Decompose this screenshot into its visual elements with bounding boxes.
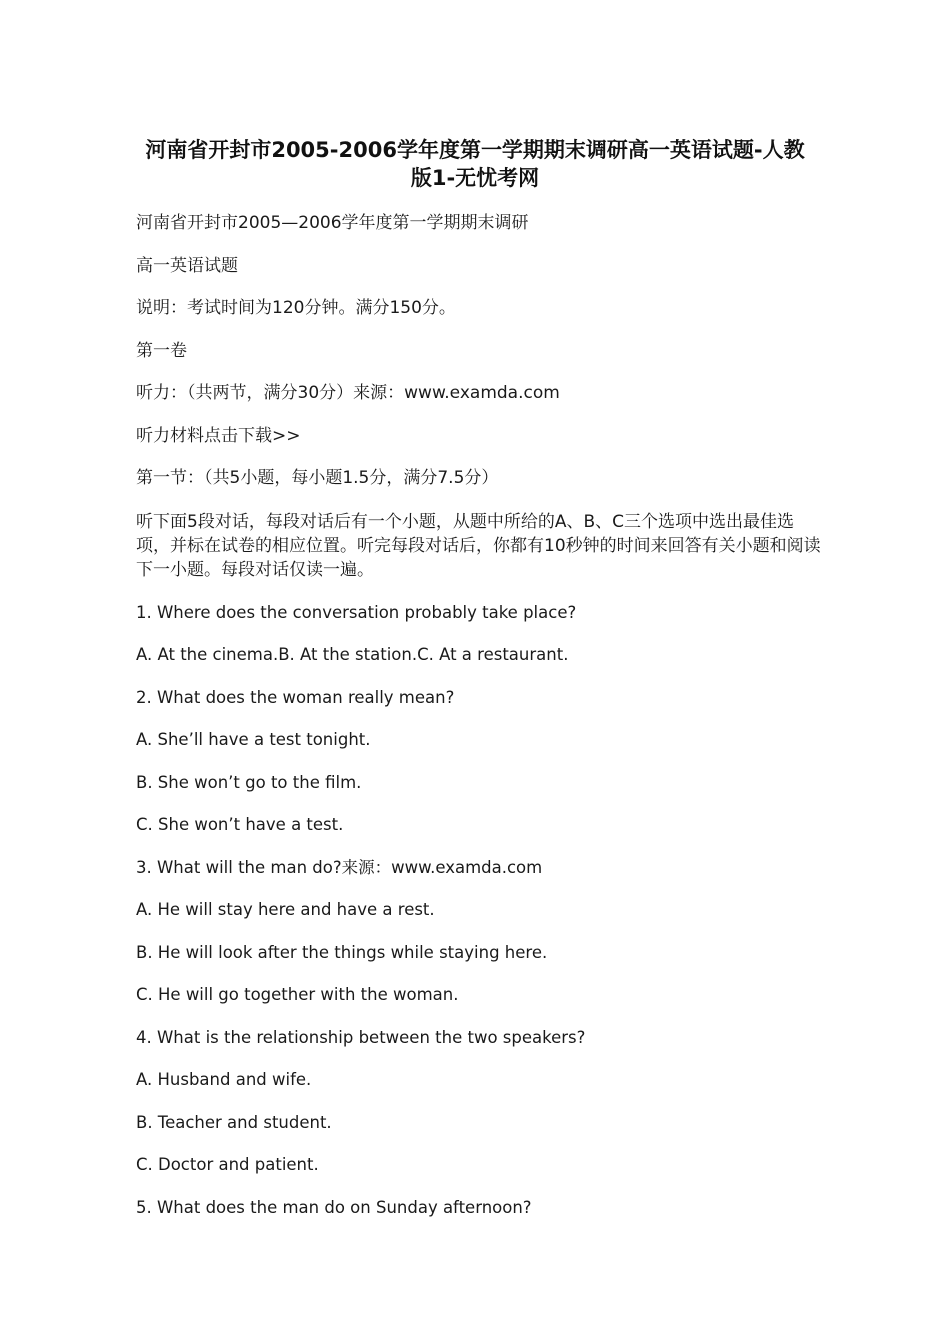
question-4: 4. What is the relationship between the two speakers?	[136, 1027, 586, 1047]
document-title	[120, 136, 830, 192]
listening-download-link[interactable]: 听力材料点击下载>>	[136, 425, 301, 446]
exam-note: 说明：考试时间为120分钟。满分150分。	[136, 298, 456, 318]
question-1-options: A. At the cinema.B. At the station.C. At a restaurant.	[136, 645, 569, 664]
question-2-option-b: B. She won’t go to the film.	[136, 772, 362, 792]
document-body	[136, 212, 826, 1239]
question-4-option-a: A. Husband and wife.	[136, 1070, 312, 1089]
question-2-option-a: A. She’ll have a test tonight.	[136, 730, 371, 749]
question-1: 1. Where does the conversation probably take place?	[136, 602, 577, 622]
question-5: 5. What does the man do on Sunday afternoon?	[136, 1197, 532, 1217]
question-2-option-c: C. She won’t have a test.	[136, 815, 344, 834]
exam-heading: 河南省开封市2005—2006学年度第一学期期末调研	[136, 213, 529, 233]
listening-heading: 听力：（共两节，满分30分）来源：www.examda.com	[136, 383, 560, 403]
question-4-option-b: B. Teacher and student.	[136, 1112, 332, 1132]
exam-subject: 高一英语试题	[136, 255, 238, 276]
question-2: 2. What does the woman really mean?	[136, 687, 455, 707]
title-line-1: 河南省开封市2005-2006学年度第一学期期末调研高一英语试题-人教	[145, 138, 805, 162]
question-3: 3. What will the man do?来源：www.examda.com	[136, 857, 543, 877]
section-instructions: 听下面5段对话，每段对话后有一个小题，从题中所给的A、B、C三个选项中选出最佳选项，并标在试卷的相应位置。听完每段对话后，你都有10秒钟的时间来回答有关小题和阅读下一小题。每段对话仅读一遍。	[136, 511, 821, 580]
title-line-2: 版1-无忧考网	[410, 166, 540, 190]
question-3-option-b: B. He will look after the things while staying here.	[136, 942, 548, 962]
section-one-heading: 第一节：（共5小题，每小题1.5分，满分7.5分）	[136, 468, 499, 488]
volume-heading: 第一卷	[136, 340, 187, 361]
question-3-option-c: C. He will go together with the woman.	[136, 985, 459, 1004]
question-4-option-c: C. Doctor and patient.	[136, 1155, 319, 1174]
question-3-option-a: A. He will stay here and have a rest.	[136, 900, 435, 919]
